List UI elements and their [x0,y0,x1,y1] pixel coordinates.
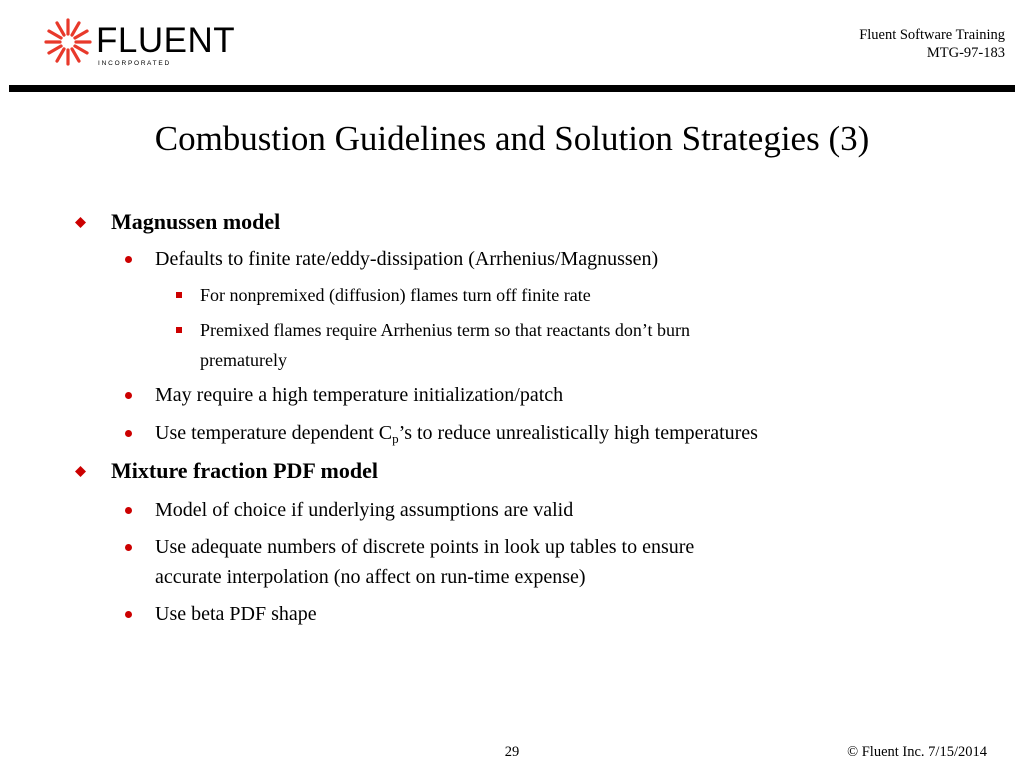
text-post: ’s to reduce unrealistically high temperatures [398,422,758,444]
page-number: 29 [504,744,520,760]
square-bullet-icon [176,327,182,333]
bullet-nonpremixed-flames [200,280,591,310]
dot-bullet-icon [125,392,132,399]
bullet-text: Mixture fraction PDF model [111,458,378,483]
dot-bullet-icon [125,611,132,618]
bullet-text: Magnussen model [111,209,281,234]
bullet-discrete-points [155,532,694,592]
diamond-bullet-icon [75,217,86,228]
bullet-text-line1: Use adequate numbers of discrete points in look up tables to ensure [155,536,695,558]
fluent-logo [40,15,240,70]
bullet-high-temperature-init [155,380,563,410]
logo-subtext: I N C O R P O R A T E D [98,60,170,67]
text-pre: Use temperature dependent C [155,422,393,444]
bullet-text [155,418,758,448]
bullet-text: May require a high temperature initialization/patch [155,384,564,406]
bullet-text-line2: prematurely [200,350,287,370]
bullet-mixture-fraction-pdf [111,457,378,484]
diamond-bullet-icon [75,466,86,477]
dot-bullet-icon [125,544,132,551]
course-name: Fluent Software Training [859,27,1005,43]
slide-title: Combustion Guidelines and Solution Strategies (3) [154,119,870,158]
bullet-temperature-dependent-cp [155,418,758,448]
subscript-p: p [392,431,399,446]
bullet-magnussen-model [111,208,280,235]
header-divider [9,85,1015,92]
copyright-notice: © Fluent Inc. 7/15/2014 [847,744,987,760]
bullet-text: Defaults to finite rate/eddy-dissipation (Arrhenius/Magnussen) [155,248,659,270]
bullet-beta-pdf [155,599,317,629]
bullet-model-of-choice [155,495,573,525]
bullet-defaults-finite-rate [155,244,658,274]
header-info [859,26,1005,62]
bullet-text: For nonpremixed (diffusion) flames turn off finite rate [200,285,591,305]
bullet-premixed-flames [200,315,690,375]
bullet-text: Use beta PDF shape [155,603,317,625]
bullet-text: Model of choice if underlying assumptions are valid [155,499,574,521]
square-bullet-icon [176,292,182,298]
logo-wordmark: FLUENT [96,21,236,60]
dot-bullet-icon [125,430,132,437]
dot-bullet-icon [125,507,132,514]
fluent-starburst-icon [40,15,240,70]
course-code: MTG-97-183 [926,45,1005,61]
dot-bullet-icon [125,256,132,263]
bullet-text-line1: Premixed flames require Arrhenius term so that reactants don’t burn [200,320,691,340]
bullet-text-line2: accurate interpolation (no affect on run-time expense) [155,566,586,588]
